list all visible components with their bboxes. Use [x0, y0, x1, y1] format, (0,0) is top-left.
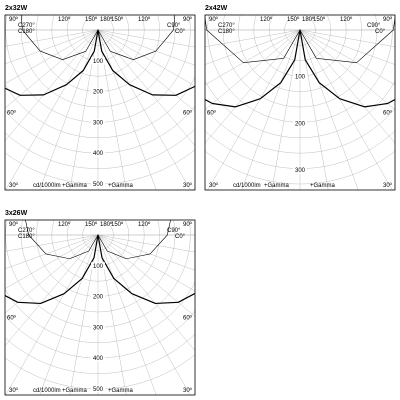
angle-label: 90º	[9, 222, 18, 228]
grid-spoke	[300, 30, 400, 146]
grid-spoke	[300, 30, 400, 70]
angle-label: 150º	[85, 17, 98, 23]
angle-label-30: 30º	[183, 183, 192, 189]
polar-chart-svg	[200, 0, 400, 200]
grid-spoke	[98, 235, 177, 400]
grid-spoke	[98, 235, 200, 275]
unit-label: cd/1000lm	[233, 183, 261, 189]
c-plane-label: C90°	[367, 23, 381, 29]
gamma-label: +Gamma	[108, 388, 133, 394]
angle-label: 150º	[313, 17, 326, 23]
angle-label-60: 60º	[183, 315, 192, 322]
grid-spoke	[98, 30, 200, 70]
angle-label-60: 60º	[183, 110, 192, 117]
c-plane-label: C180°	[18, 234, 35, 240]
radial-tick-label: 500	[92, 182, 104, 188]
angle-label: 90º	[183, 222, 192, 228]
c-plane-label: C270°	[18, 23, 35, 29]
c-plane-label: C180°	[18, 29, 35, 35]
grid-spoke	[200, 30, 300, 109]
c-plane-label: C90°	[167, 228, 181, 234]
angle-label-30: 30º	[383, 183, 392, 189]
angle-label-60: 60º	[7, 110, 16, 117]
chart-title: 2x42W	[205, 5, 228, 12]
angle-label: 90º	[383, 17, 392, 23]
polar-chart-svg	[0, 205, 200, 400]
c-plane-label: C90°	[167, 23, 181, 29]
grid-spoke	[300, 30, 340, 200]
grid-spoke	[98, 235, 200, 383]
angle-label: 120º	[58, 222, 71, 228]
angle-label-30: 30º	[209, 183, 218, 189]
grid-spoke	[19, 30, 98, 200]
grid-spoke	[0, 235, 98, 314]
c-plane-label: C270°	[218, 23, 235, 29]
angle-label: 90º	[183, 17, 192, 23]
angle-label: 120º	[138, 17, 151, 23]
angle-label-30: 30º	[9, 183, 18, 189]
gamma-label: +Gamma	[310, 183, 335, 189]
angle-label: 150º	[111, 222, 124, 228]
angle-label: 120º	[58, 17, 71, 23]
angle-label-30: 30º	[183, 388, 192, 394]
angle-label-60: 60º	[207, 110, 216, 117]
grid-spoke	[0, 235, 98, 383]
gamma-label: +Gamma	[62, 183, 87, 189]
grid-spoke	[98, 30, 200, 109]
angle-label: 90º	[209, 17, 218, 23]
grid-spoke	[300, 30, 400, 109]
radial-tick-label: 200	[92, 89, 104, 96]
grid-spoke	[221, 30, 300, 200]
angle-label: 120º	[340, 17, 353, 23]
grid-spoke	[0, 235, 98, 275]
radial-tick-label: 300	[294, 168, 306, 174]
grid-spoke	[0, 30, 98, 70]
angle-label-60: 60º	[7, 315, 16, 322]
angle-label: 150º	[111, 17, 124, 23]
angle-label: 120º	[260, 17, 273, 23]
grid-spoke	[98, 235, 138, 400]
unit-label: cd/1000lm	[33, 183, 61, 189]
chart-title: 2x32W	[5, 5, 28, 12]
radial-tick-label: 200	[92, 294, 104, 301]
radial-tick-label: 400	[92, 356, 104, 363]
grid-spoke	[98, 235, 200, 314]
angle-label-60: 60º	[383, 110, 392, 117]
chart-title: 3x26W	[5, 210, 28, 217]
radial-tick-label: 100	[294, 74, 306, 81]
grid-spoke	[58, 235, 98, 400]
angle-label-30: 30º	[9, 388, 18, 394]
angle-label: 180º	[100, 17, 113, 23]
grid-spoke	[200, 30, 300, 70]
polar-chart-svg	[0, 0, 200, 200]
polar-chart-panel-2x42w	[200, 0, 400, 200]
c-plane-label: C270°	[18, 228, 35, 234]
angle-label: 120º	[138, 222, 151, 228]
grid-spoke	[200, 30, 300, 146]
intensity-curve-c0-c180	[0, 0, 200, 95]
radial-tick-label: 300	[92, 325, 104, 332]
polar-chart-panel-3x26w	[0, 205, 200, 400]
angle-label: 150º	[85, 222, 98, 228]
angle-label: 180º	[100, 222, 113, 228]
radial-tick-label: 100	[92, 263, 104, 270]
angle-label: 180º	[302, 17, 315, 23]
radial-tick-label: 500	[92, 387, 104, 393]
radial-tick-label: 200	[294, 121, 306, 128]
gamma-label: +Gamma	[62, 388, 87, 394]
c-plane-label: C0°	[375, 29, 386, 35]
angle-label: 90º	[9, 17, 18, 23]
gamma-label: +Gamma	[108, 183, 133, 189]
radial-tick-label: 300	[92, 120, 104, 127]
gamma-label: +Gamma	[264, 183, 289, 189]
grid-spoke	[19, 235, 98, 400]
unit-label: cd/1000lm	[33, 388, 61, 394]
grid-spoke	[260, 30, 300, 200]
polar-chart-panel-2x32w	[0, 0, 200, 200]
c-plane-label: C0°	[175, 234, 186, 240]
c-plane-label: C0°	[175, 29, 186, 35]
radial-tick-label: 400	[92, 151, 104, 158]
c-plane-label: C180°	[218, 29, 235, 35]
radial-tick-label: 100	[92, 58, 104, 65]
grid-spoke	[300, 30, 379, 200]
grid-spoke	[98, 30, 177, 200]
angle-label: 150º	[287, 17, 300, 23]
